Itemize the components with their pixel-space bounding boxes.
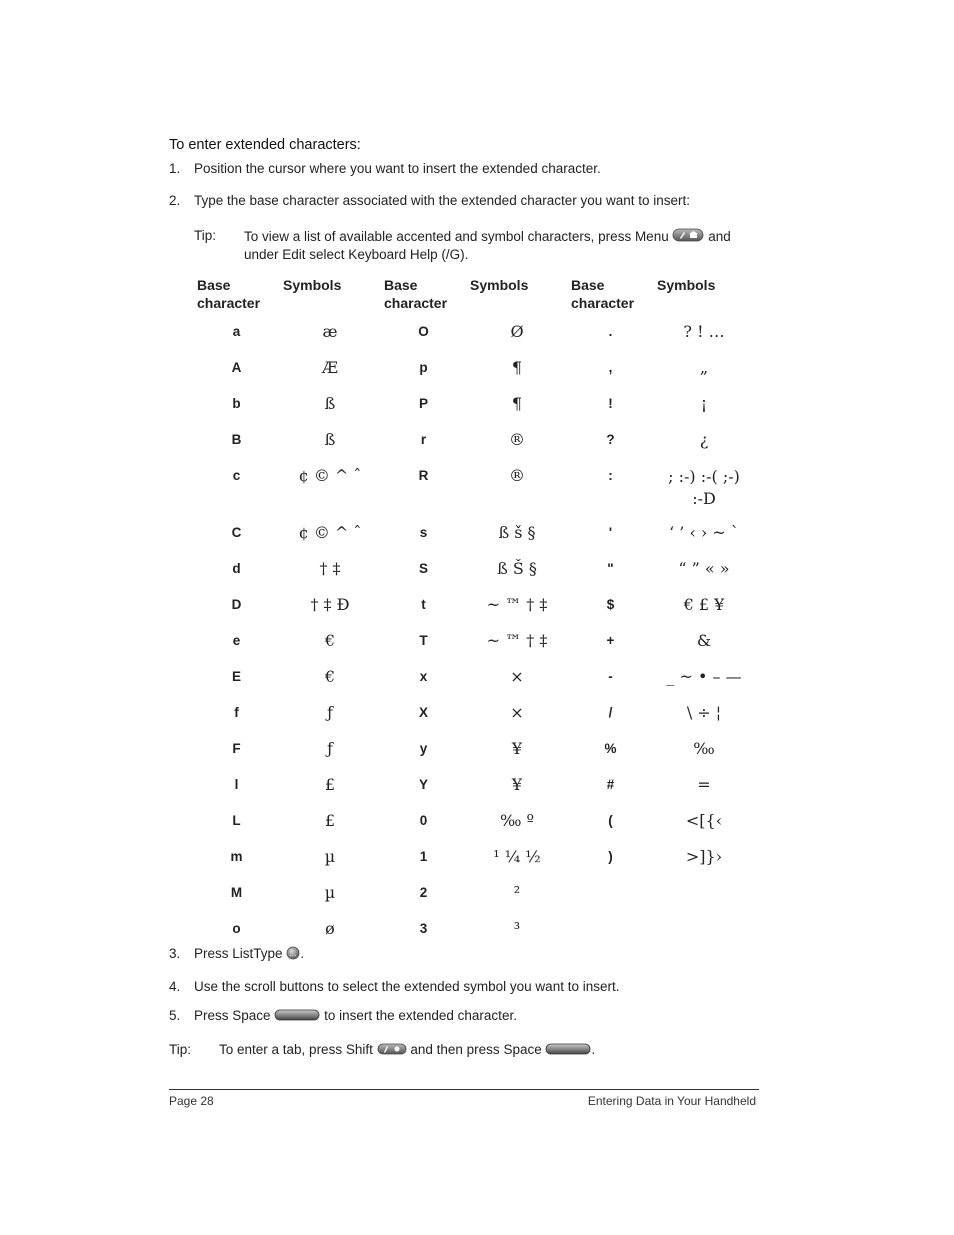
tip-label: Tip: xyxy=(169,1042,192,1057)
step-4 xyxy=(169,979,619,994)
symbols-cell: ¶ xyxy=(511,358,523,377)
base-character-cell: % xyxy=(604,741,617,756)
base-character-cell: " xyxy=(607,561,614,576)
tip-text-line2: under Edit select Keyboard Help (/G). xyxy=(244,247,469,263)
symbols-cell: ‰ xyxy=(693,739,715,758)
symbols-cell: & xyxy=(696,631,712,650)
base-character-cell: d xyxy=(232,561,241,576)
symbols-cell: € xyxy=(324,631,336,650)
base-character-cell: M xyxy=(230,885,243,900)
menu-key-icon xyxy=(672,228,704,246)
step-number: 2. xyxy=(169,193,181,208)
symbols-cell xyxy=(657,919,751,955)
base-character-cell: L xyxy=(232,813,241,828)
base-character-cell: . xyxy=(608,324,613,339)
symbols-cell: † ‡ Đ xyxy=(310,595,350,614)
symbols-cell: ‰ º xyxy=(499,811,535,830)
symbols-cell: <[{‹ xyxy=(685,811,723,830)
base-character-cell: : xyxy=(608,468,613,483)
symbols-cell: ® xyxy=(509,430,525,449)
symbols-cell: € £ ¥ xyxy=(683,595,725,614)
symbols-cell: ¶ xyxy=(511,394,523,413)
base-character-cell: p xyxy=(419,360,428,375)
symbols-cell: ß xyxy=(324,430,336,449)
base-character-cell: + xyxy=(606,633,615,648)
step-number: 1. xyxy=(169,161,181,176)
symbols-cell: ~ ™ † ‡ xyxy=(486,631,548,650)
base-character-cell: 1 xyxy=(419,849,428,864)
table-row xyxy=(190,559,751,595)
base-character-cell: e xyxy=(232,633,241,648)
base-character-cell: F xyxy=(232,741,241,756)
table-row xyxy=(190,394,751,430)
step-5 xyxy=(169,1008,517,1024)
table-row xyxy=(190,847,751,883)
step-text-end: to insert the extended character. xyxy=(324,1008,517,1023)
step-text: Press ListType xyxy=(194,946,283,962)
table-header-row xyxy=(190,276,751,322)
base-character-cell: 0 xyxy=(419,813,428,828)
table-row xyxy=(190,667,751,703)
section-heading: To enter extended characters: xyxy=(169,137,361,153)
base-character-cell: Y xyxy=(418,777,428,792)
symbols-cell: ? ! … xyxy=(683,322,725,341)
table-row xyxy=(190,739,751,775)
table-row xyxy=(190,466,751,523)
header-base-character: Base character xyxy=(571,277,635,311)
space-key-icon xyxy=(545,1043,591,1058)
base-character-cell: 2 xyxy=(419,885,428,900)
symbols-cell: ¿ xyxy=(699,430,709,449)
table-row xyxy=(190,811,751,847)
base-character-cell: r xyxy=(420,432,427,447)
base-character-cell xyxy=(564,883,657,919)
base-character-cell: s xyxy=(419,525,428,540)
table-body xyxy=(190,322,751,955)
base-character-cell: o xyxy=(232,921,241,936)
base-character-cell: a xyxy=(232,324,241,339)
base-character-cell: ! xyxy=(608,396,613,411)
base-character-cell: # xyxy=(606,777,615,792)
symbols-cell: ¥ xyxy=(511,775,523,794)
symbols-cell: Ø xyxy=(510,322,524,341)
tip-text-mid: and then press Space xyxy=(410,1042,542,1057)
table-row xyxy=(190,883,751,919)
table-row xyxy=(190,523,751,559)
symbols-cell: ¥ xyxy=(511,739,523,758)
tip-text: To enter a tab, press Shift xyxy=(219,1042,373,1057)
footer-rule xyxy=(169,1089,759,1090)
symbols-cell: ¹ ¼ ½ xyxy=(493,847,541,866)
base-character-cell: R xyxy=(418,468,429,483)
base-character-cell: y xyxy=(419,741,428,756)
symbols-cell: ¢ © ^ ˆ xyxy=(298,523,362,542)
base-character-cell: 3 xyxy=(419,921,428,936)
symbols-cell: >]}› xyxy=(685,847,723,866)
symbols-cell: µ xyxy=(324,847,336,866)
base-character-cell: , xyxy=(608,360,613,375)
tip-text-line1-end: and xyxy=(708,229,731,244)
base-character-cell xyxy=(564,919,657,955)
table-row xyxy=(190,430,751,466)
base-character-cell: m xyxy=(230,849,243,864)
listtype-key-icon xyxy=(286,946,300,963)
shift-key-icon xyxy=(377,1043,407,1058)
symbols-cell: µ xyxy=(324,883,336,902)
symbols-cell: „ xyxy=(699,358,709,377)
base-character-cell: S xyxy=(418,561,428,576)
symbols-cell: × xyxy=(510,667,524,686)
table-row xyxy=(190,322,751,358)
base-character-cell: X xyxy=(418,705,428,720)
base-character-cell: A xyxy=(231,360,242,375)
step-3: 3. Press ListType … . xyxy=(169,946,305,962)
symbols-cell: æ xyxy=(322,322,338,341)
symbols-cell: ß š § xyxy=(498,523,536,542)
symbols-cell: £ xyxy=(324,775,336,794)
base-character-cell: $ xyxy=(606,597,615,612)
table-row xyxy=(190,358,751,394)
symbols-cell: † ‡ xyxy=(319,559,341,578)
symbols-cell: = xyxy=(697,775,711,794)
base-character-cell: D xyxy=(231,597,242,612)
base-character-cell: l xyxy=(234,777,239,792)
step-2 xyxy=(169,193,690,208)
base-character-cell: b xyxy=(232,396,241,411)
header-base-character: Base character xyxy=(384,277,448,311)
base-character-cell: f xyxy=(234,705,239,720)
base-character-cell: ? xyxy=(606,432,615,447)
step-1 xyxy=(169,161,601,176)
step-text: Position the cursor where you want to insert the extended character. xyxy=(194,161,601,176)
base-character-cell: t xyxy=(421,597,426,612)
header-symbols: Symbols xyxy=(470,277,529,293)
base-character-cell: x xyxy=(419,669,428,684)
symbols-cell: ß Š § xyxy=(497,559,537,578)
symbols-cell: Æ xyxy=(321,358,338,377)
symbols-cell: ¡ xyxy=(700,394,708,413)
space-key-icon xyxy=(274,1009,320,1024)
header-symbols: Symbols xyxy=(657,277,716,293)
table-row xyxy=(190,703,751,739)
step-number: 3. xyxy=(169,946,181,962)
step-text: Type the base character associated with the extended character you want to insert: xyxy=(194,193,691,208)
page-number: Page 28 xyxy=(169,1094,214,1108)
symbols-cell: ƒ xyxy=(327,739,333,758)
symbols-cell: ¢ © ^ ˆ xyxy=(298,466,362,485)
chapter-title: Entering Data in Your Handheld xyxy=(587,1094,756,1108)
table-row xyxy=(190,631,751,667)
header-base-character: Base character xyxy=(197,277,261,311)
tip-label: Tip: xyxy=(194,228,217,243)
symbols-cell: ; :-) :-( ;-) :-D xyxy=(668,467,740,508)
table-row xyxy=(190,775,751,811)
symbols-cell: ³ xyxy=(513,919,521,938)
base-character-cell: / xyxy=(608,705,613,720)
tip-2: Tip: To enter a tab, press Shift and then press Space . xyxy=(169,1042,596,1057)
symbols-cell: ~ ™ † ‡ xyxy=(486,595,548,614)
base-character-cell: B xyxy=(231,432,242,447)
step-number: 4. xyxy=(169,979,181,994)
base-character-cell: c xyxy=(232,468,241,483)
symbols-cell: _ ~ • – — xyxy=(666,667,742,686)
symbols-cell: ‘ ’ ‹ › ~ ` xyxy=(669,523,739,542)
step-number: 5. xyxy=(169,1008,181,1023)
base-character-cell: ( xyxy=(608,813,613,828)
extended-characters-table xyxy=(190,276,751,955)
step-text: Use the scroll buttons to select the extended symbol you want to insert. xyxy=(194,979,620,994)
symbols-cell: \ ÷ ¦ xyxy=(686,703,722,722)
symbols-cell: × xyxy=(510,703,524,722)
symbols-cell: ² xyxy=(513,883,521,902)
symbols-cell: € xyxy=(324,667,336,686)
svg-text:…: … xyxy=(289,950,297,958)
header-symbols: Symbols xyxy=(283,277,342,293)
tip-text-line1: To view a list of available accented and symbol characters, press Menu xyxy=(244,229,669,244)
base-character-cell: ' xyxy=(608,525,613,540)
step-text: Press Space xyxy=(194,1008,271,1023)
symbols-cell: ƒ xyxy=(327,703,333,722)
tip-text xyxy=(244,228,754,263)
base-character-cell: ) xyxy=(608,849,613,864)
symbols-cell: ß xyxy=(324,394,336,413)
base-character-cell: T xyxy=(419,633,428,648)
base-character-cell: P xyxy=(418,396,428,411)
base-character-cell: O xyxy=(418,324,429,339)
symbols-cell: £ xyxy=(324,811,336,830)
base-character-cell: - xyxy=(608,669,613,684)
base-character-cell: C xyxy=(231,525,242,540)
base-character-cell: E xyxy=(231,669,241,684)
symbols-cell: ø xyxy=(325,919,335,938)
symbols-cell: ® xyxy=(509,466,525,485)
symbols-cell: “ ” « » xyxy=(678,559,730,578)
symbols-cell xyxy=(657,883,751,919)
table-row xyxy=(190,595,751,631)
